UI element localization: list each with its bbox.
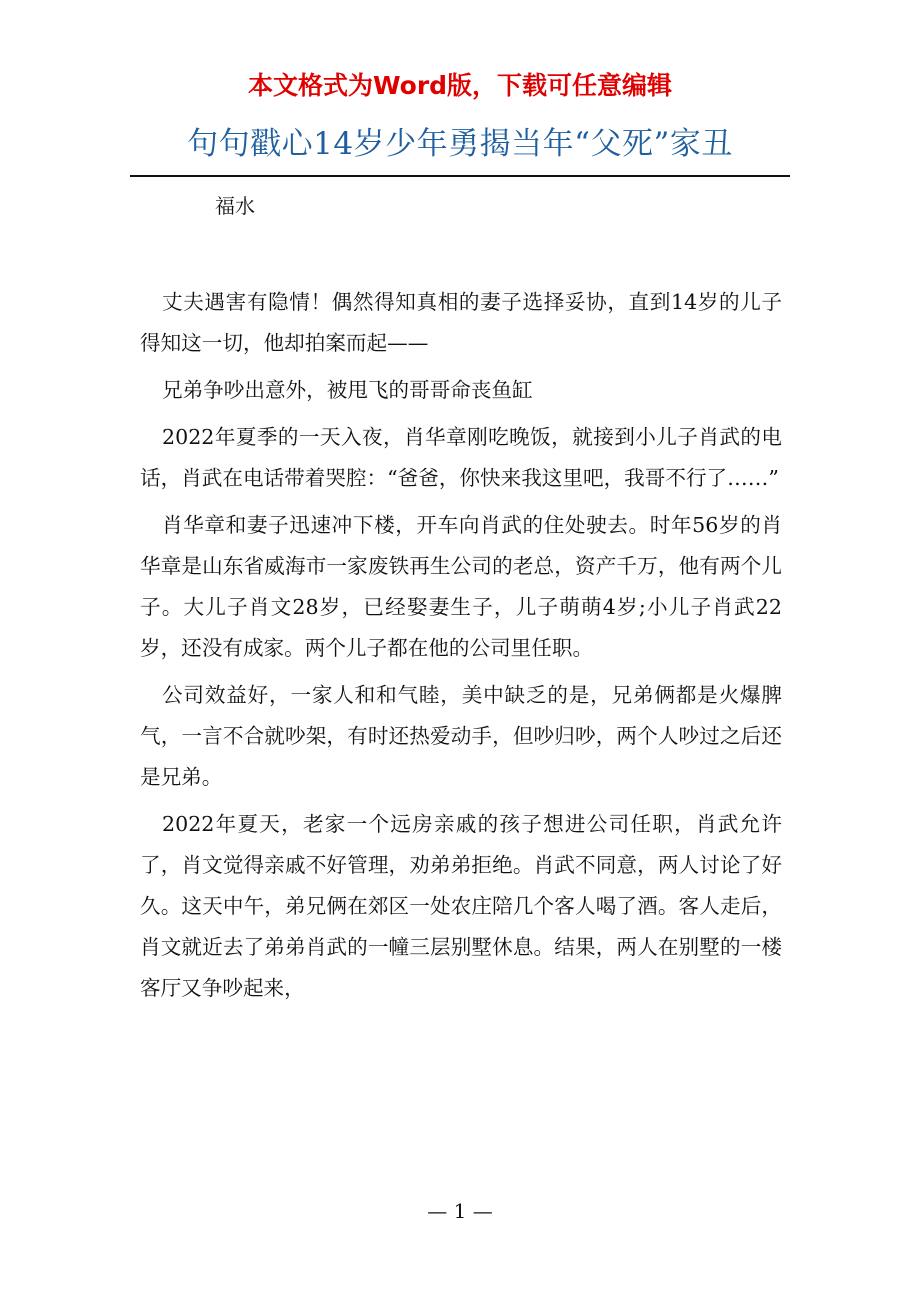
format-notice-banner: 本文格式为Word版，下载可任意编辑 bbox=[247, 71, 673, 100]
section-heading: 兄弟争吵出意外，被甩飞的哥哥命丧鱼缸 bbox=[162, 378, 533, 402]
author-name: 福水 bbox=[215, 194, 255, 218]
title-divider bbox=[130, 175, 790, 177]
paragraph: 肖华章和妻子迅速冲下楼，开车向肖武的住处驶去。时年56岁的肖华章是山东省威海市一家废铁再生公司的老总，资产千万，他有两个儿子。大儿子肖文28岁，已经娶妻生子，儿子萌萌4岁;小儿子肖武22岁，还没有成家。两个儿子都在他的公司里任职。 bbox=[140, 513, 782, 660]
paragraph: 2022年夏季的一天入夜，肖华章刚吃晚饭，就接到小儿子肖武的电话，肖武在电话带着哭腔：“爸爸，你快来我这里吧，我哥不行了……” bbox=[140, 425, 782, 490]
article-body bbox=[140, 282, 782, 1015]
article-title: 句句戳心14岁少年勇揭当年“父死”家丑 bbox=[187, 126, 733, 162]
paragraph: 2022年夏天，老家一个远房亲戚的孩子想进公司任职，肖武允许了，肖文觉得亲戚不好管理，劝弟弟拒绝。肖武不同意，两人讨论了好久。这天中午，弟兄俩在郊区一处农庄陪几个客人喝了酒。客人走后，肖文就近去了弟弟肖武的一幢三层别墅休息。结果，两人在别墅的一楼客厅又争吵起来， bbox=[140, 812, 782, 1000]
paragraph: 丈夫遇害有隐情！偶然得知真相的妻子选择妥协，直到14岁的儿子得知这一切，他却拍案而起—— bbox=[140, 290, 782, 355]
page-number: — 1 — bbox=[427, 1199, 493, 1223]
paragraph: 公司效益好，一家人和和气睦，美中缺乏的是，兄弟俩都是火爆脾气，一言不合就吵架，有时还热爱动手，但吵归吵，两个人吵过之后还是兄弟。 bbox=[140, 683, 782, 789]
